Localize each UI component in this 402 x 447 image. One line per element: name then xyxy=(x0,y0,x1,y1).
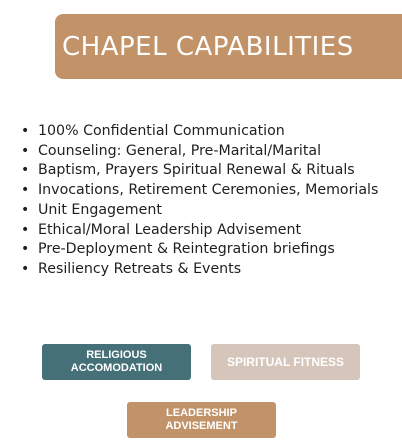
list-item-label: Pre-Deployment & Reintegration briefings xyxy=(38,241,335,258)
bullet-icon: • xyxy=(21,162,30,179)
list-item xyxy=(21,142,378,162)
button-label-line: RELIGIOUS xyxy=(86,349,147,361)
list-item xyxy=(21,122,378,142)
spiritual-fitness-label: SPIRITUAL FITNESS xyxy=(226,354,345,369)
bullet-icon: • xyxy=(21,182,30,199)
list-item xyxy=(21,161,378,181)
list-item-label: Unit Engagement xyxy=(38,201,162,218)
list-item xyxy=(21,240,378,260)
button-label-line: LEADERSHIP xyxy=(166,407,237,419)
list-item xyxy=(21,221,378,241)
bullet-icon: • xyxy=(21,201,30,218)
list-item-label: Resiliency Retreats & Events xyxy=(38,260,242,277)
list-item-label: Counseling: General, Pre-Marital/Marital xyxy=(38,142,322,159)
bullet-icon: • xyxy=(21,221,30,238)
leadership-advisement-label xyxy=(165,407,237,433)
list-item-label: Invocations, Retirement Ceremonies, Memorials xyxy=(38,182,379,199)
list-item xyxy=(21,260,378,280)
page-title: CHAPEL CAPABILITIES xyxy=(62,31,354,62)
bullet-icon: • xyxy=(21,123,30,139)
bullet-icon: • xyxy=(21,142,30,159)
list-item-label: Ethical/Moral Leadership Advisement xyxy=(38,221,302,238)
religious-accommodation-label xyxy=(71,349,162,375)
leadership-advisement-button[interactable] xyxy=(127,402,276,438)
list-item-label: 100% Confidential Communication xyxy=(38,123,285,139)
capabilities-list xyxy=(21,122,379,280)
spiritual-fitness-button[interactable] xyxy=(211,344,360,380)
religious-accommodation-button[interactable] xyxy=(42,344,191,380)
bullet-icon: • xyxy=(21,241,30,258)
list-item xyxy=(21,181,379,201)
list-item-label: Baptism, Prayers Spiritual Renewal & Rituals xyxy=(38,162,355,179)
list-item xyxy=(21,201,378,221)
bullet-icon: • xyxy=(21,260,30,277)
button-label-line: ACCOMODATION xyxy=(70,362,163,374)
header-banner xyxy=(55,14,402,79)
button-label-line: ADVISEMENT xyxy=(165,420,238,432)
